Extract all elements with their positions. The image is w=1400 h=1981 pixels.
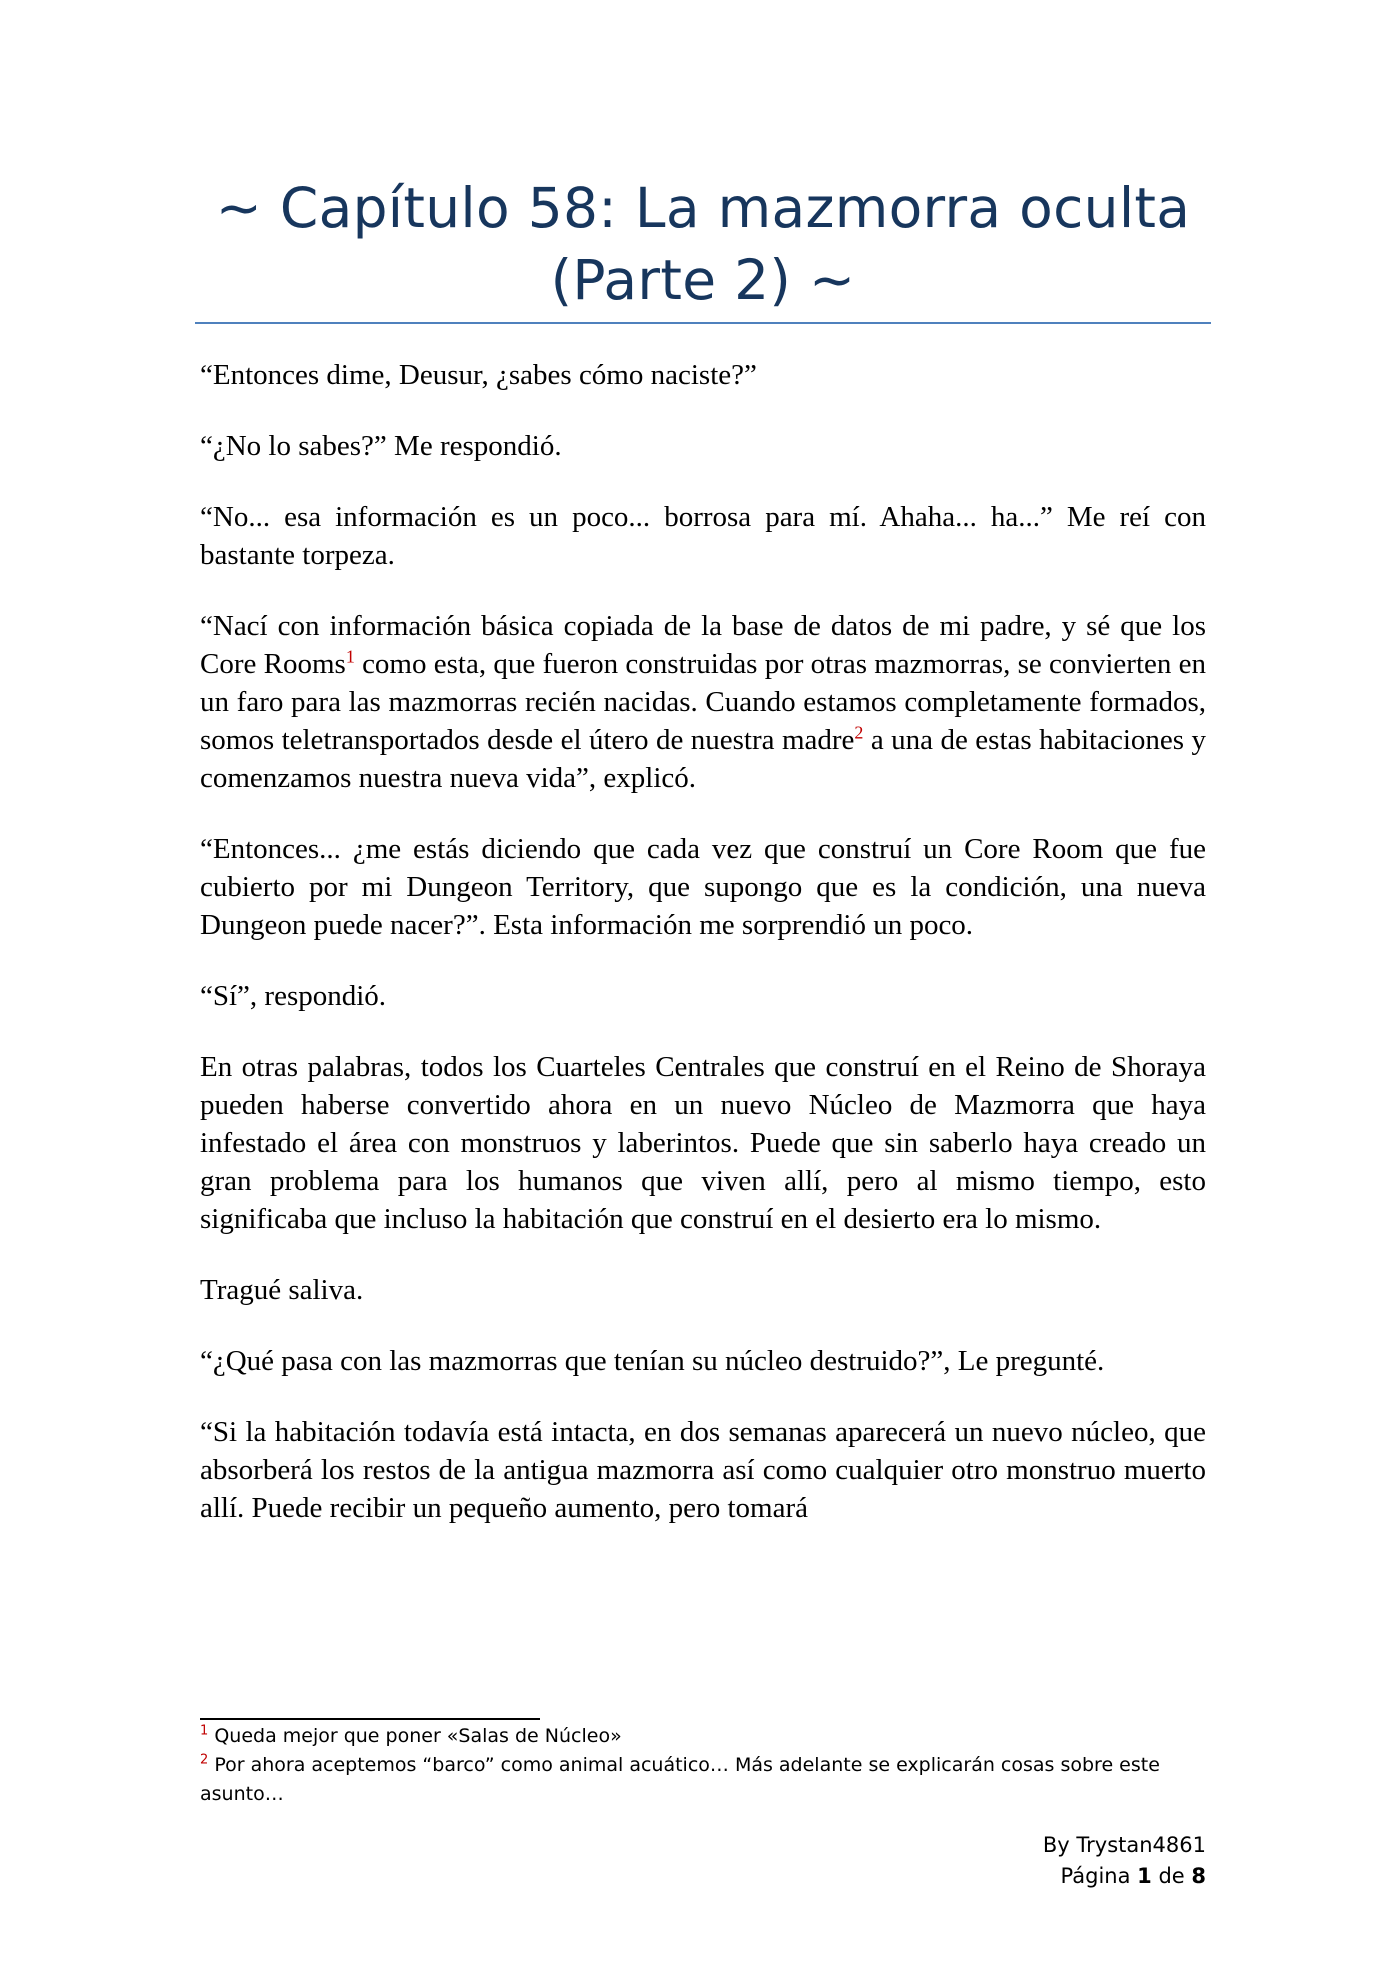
chapter-title-block (195, 172, 1211, 324)
footnote-2-text: Por ahora aceptemos “barco” como animal acuático… Más adelante se explicarán cosas sobre este asunto… (200, 1754, 1160, 1805)
paragraph-4-part-b: como esta, que fueron construidas por otras mazmorras, se convierten en un faro para las mazmorras recién nacidas. Cuando estamos completamente formados, somos teletransportados desde el útero de nuestra madre (200, 648, 1206, 756)
paragraph-9: “¿Qué pasa con las mazmorras que tenían su núcleo destruido?”, Le pregunté. (200, 1345, 1105, 1377)
footnote-separator (200, 1718, 540, 1720)
chapter-title (195, 172, 1211, 316)
footnote-1-number: 1 (200, 1723, 209, 1739)
page-number (1043, 1861, 1206, 1892)
chapter-title-line-1: ~ Capítulo 58: La mazmorra oculta (215, 176, 1191, 240)
page-current: 1 (1137, 1864, 1152, 1888)
footnote-2-number: 2 (200, 1752, 209, 1768)
footnote-1-text: Queda mejor que poner «Salas de Núcleo» (208, 1725, 622, 1747)
paragraph-10: “Si la habitación todavía está intacta, en dos semanas aparecerá un nuevo núcleo, que absorberá los restos de la antigua mazmorra así como cualquier otro monstruo muerto allí. Puede recibir un pequeño aumento, pero tomará (200, 1416, 1206, 1524)
paragraph-7: En otras palabras, todos los Cuarteles Centrales que construí en el Reino de Shoraya pueden haberse convertido ahora en un nuevo Núcleo de Mazmorra que haya infestado el área con monstruos y laberintos. Puede que sin saberlo haya creado un gran problema para los humanos que viven allí, pero al mismo tiempo, esto significaba que incluso la habitación que construí en el desierto era lo mismo. (200, 1051, 1206, 1235)
paragraph-4 (200, 607, 1206, 797)
chapter-body (200, 356, 1206, 1560)
paragraph-5: “Entonces... ¿me estás diciendo que cada vez que construí un Core Room que fue cubierto por mi Dungeon Territory, que supongo que es la condición, una nueva Dungeon puede nacer?”. Esta información me sorprendió un poco. (200, 833, 1206, 941)
paragraph-8: Tragué saliva. (200, 1274, 364, 1306)
paragraph-1: “Entonces dime, Deusur, ¿sabes cómo naciste?” (200, 359, 757, 391)
footnote-ref-2[interactable]: 2 (854, 722, 864, 743)
page-total: 8 (1191, 1864, 1206, 1888)
page-of: de (1151, 1864, 1192, 1888)
footer-author: By Trystan4861 (1042, 1833, 1206, 1857)
footnotes (200, 1722, 1206, 1809)
footnote-ref-1[interactable]: 1 (345, 646, 355, 667)
paragraph-3: “No... esa información es un poco... borrosa para mí. Ahaha... ha...” Me reí con bastante torpeza. (200, 501, 1206, 571)
footnote-2 (200, 1751, 1206, 1809)
paragraph-6: “Sí”, respondió. (200, 980, 387, 1012)
paragraph-4-part-c: a una de estas habitaciones y comenzamos nuestra nueva vida”, explicó. (200, 724, 1206, 794)
page-footer (1043, 1830, 1206, 1892)
chapter-title-line-2: (Parte 2) ~ (550, 248, 856, 312)
footnote-1 (200, 1722, 1206, 1751)
paragraph-2: “¿No lo sabes?” Me respondió. (200, 430, 562, 462)
paragraph-4-part-a: “Nací con información básica copiada de la base de datos de mi padre, y sé que los Core Rooms (200, 610, 1206, 680)
page-label: Página (1060, 1864, 1138, 1888)
